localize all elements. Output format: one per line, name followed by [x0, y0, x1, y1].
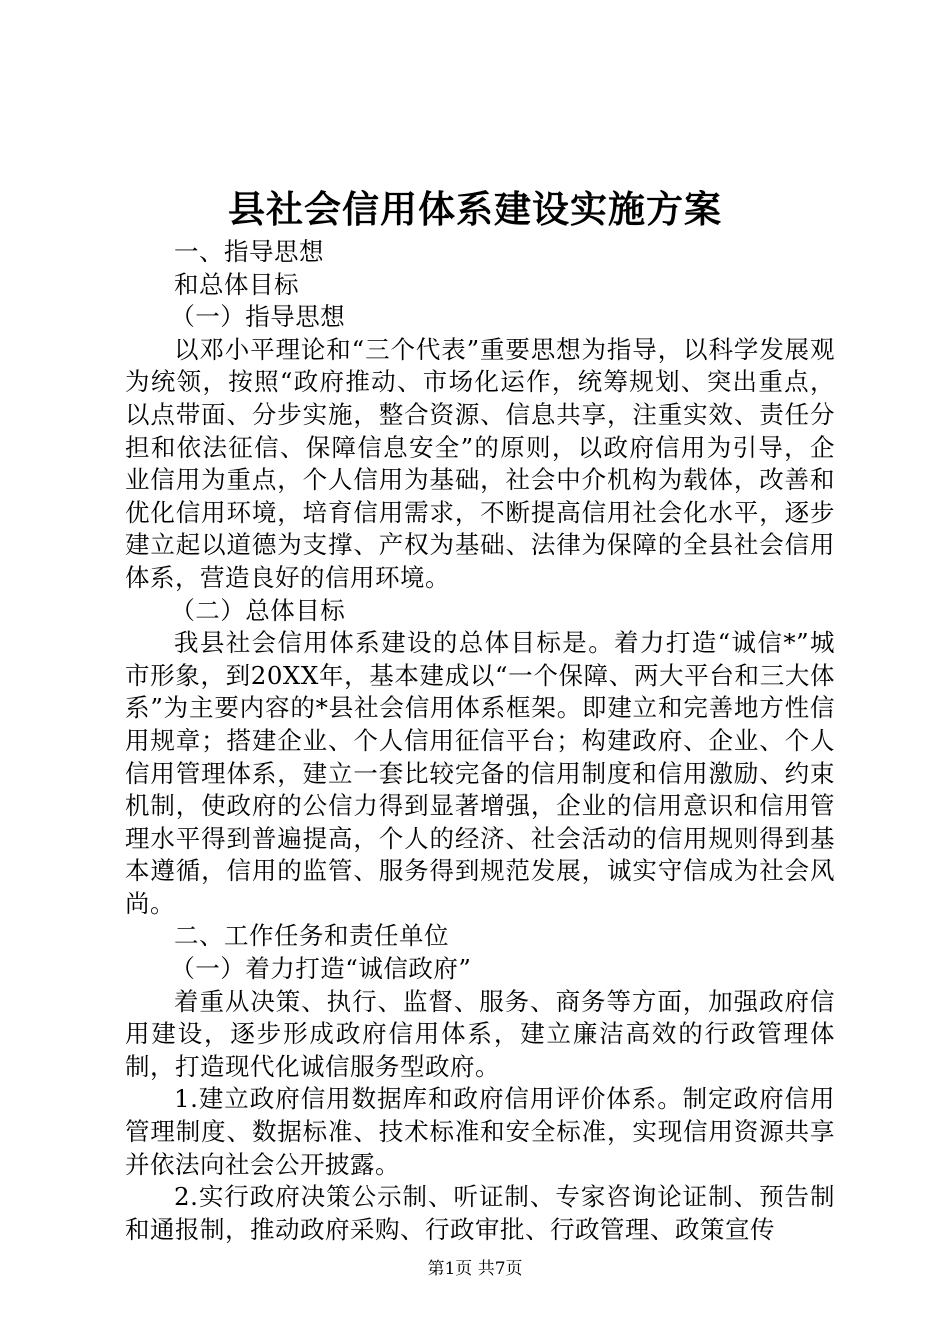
list-item-1: 1.建立政府信用数据库和政府信用评价体系。制定政府信用管理制度、数据标准、技术标准和安全标准，实现信用资源共享并依法向社会公开披露。 — [125, 1084, 835, 1179]
paragraph-honest-government: 着重从决策、执行、监督、服务、商务等方面，加强政府信用建设，逐步形成政府信用体系，建立廉洁高效的行政管理体制，打造现代化诚信服务型政府。 — [125, 986, 835, 1081]
subsection-heading-overall-goal: （二）总体目标 — [170, 595, 346, 625]
paragraph-overall-goal: 我县社会信用体系建设的总体目标是。着力打造“诚信*”城市形象，到20XX年，基本建成以“一个保障、两大平台和三大体系”为主要内容的*县社会信用体系框架。即建立和完善地方性信用规章；搭建企业、个人信用征信平台；构建政府、企业、个人信用管理体系，建立一套比较完备的信用制度和信用激励、约束机制，使政府的公信力得到显著增强，企业的信用意识和信用管理水平得到普遍提高，个人的经济、社会活动的信用规则得到基本遵循，信用的监管、服务得到规范发展，诚实守信成为社会风尚。 — [125, 628, 835, 918]
subsection-heading-guiding-thought: （一）指导思想 — [170, 302, 346, 332]
paragraph-guiding-thought: 以邓小平理论和“三个代表”重要思想为指导，以科学发展观为统领，按照“政府推动、市场化运作，统筹规划、突出重点，以点带面、分步实施，整合资源、信息共享，注重实效、责任分担和依法征信、保障信息安全”的原则，以政府信用为引导，企业信用为重点，个人信用为基础，社会中介机构为载体，改善和优化信用环境，培育信用需求，不断提高信用社会化水平，逐步建立起以道德为支撑、产权为基础、法律为保障的全县社会信用体系，营造良好的信用环境。 — [125, 334, 835, 592]
section-heading-continuation: 和总体目标 — [174, 269, 299, 299]
document-body — [125, 236, 835, 1246]
section-heading-guiding-thought: 一、指导思想 — [174, 237, 324, 266]
page-footer: 第1页 共7页 — [427, 1259, 523, 1279]
subsection-heading-honest-government: （一）着力打造“诚信政府” — [170, 954, 472, 984]
section-heading-tasks: 二、工作任务和责任单位 — [174, 921, 449, 951]
document-title: 县社会信用体系建设实施方案 — [228, 187, 722, 231]
list-item-2: 2.实行政府决策公示制、听证制、专家咨询论证制、预告制和通报制，推动政府采购、行政审批、行政管理、政策宣传 — [125, 1182, 835, 1244]
